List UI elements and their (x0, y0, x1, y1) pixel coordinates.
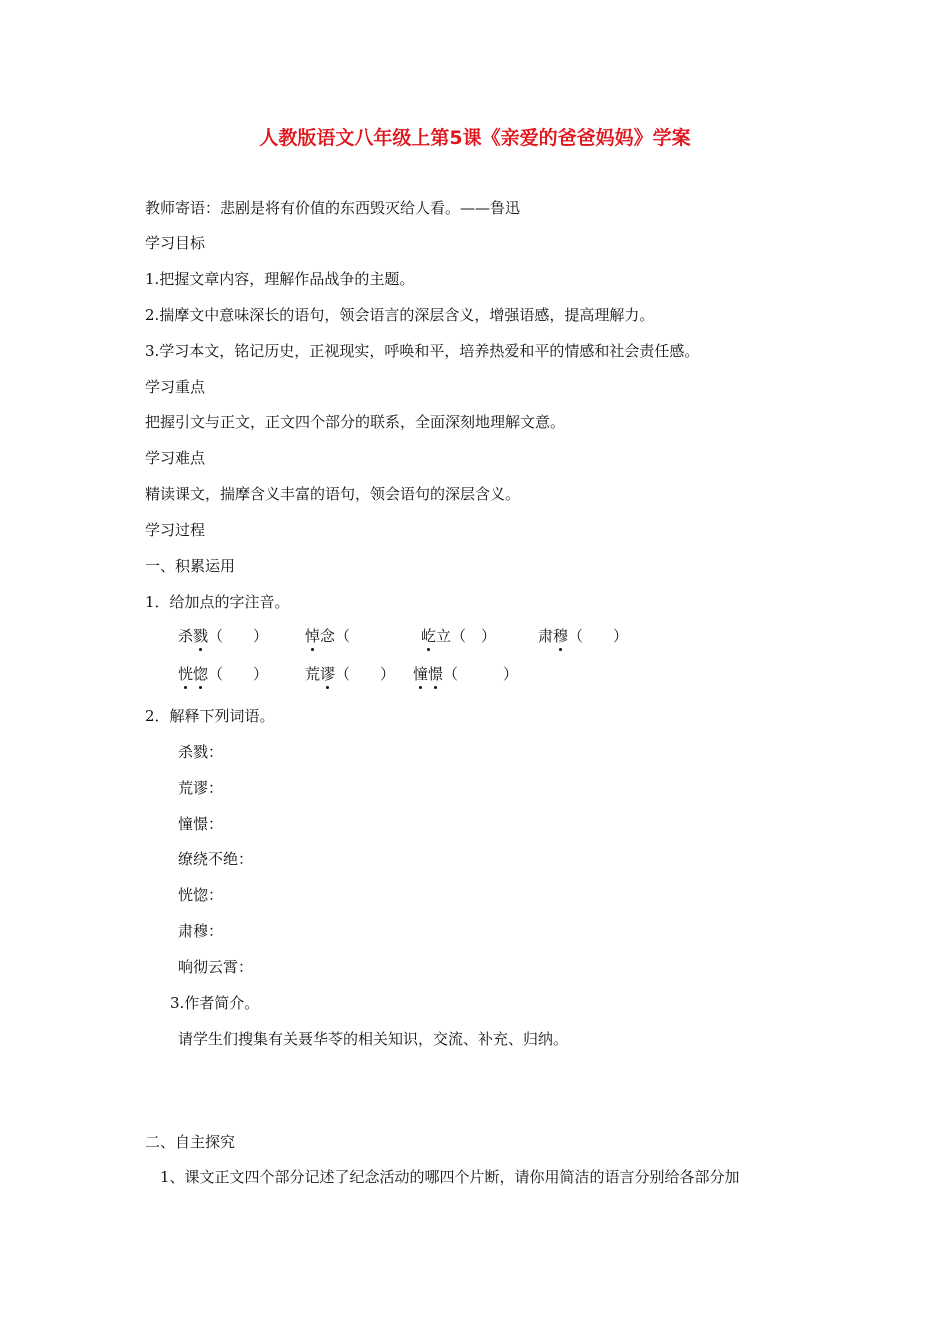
process-heading: 学习过程 (145, 521, 206, 539)
difficulty-heading: 学习难点 (145, 449, 206, 467)
char: 肃 (538, 627, 554, 645)
word-item: 憧憬： (178, 815, 224, 833)
answer-blank: （ (335, 627, 396, 645)
word-item: 杀戮： (178, 743, 224, 761)
pinyin-item (305, 664, 395, 684)
pinyin-item (538, 626, 628, 646)
pinyin-item (178, 626, 268, 646)
answer-blank: （ ） (335, 665, 396, 683)
section-2-heading: 二、自主探究 (145, 1133, 236, 1151)
word-item: 荒谬： (178, 779, 224, 797)
char: 荒 (305, 665, 321, 683)
section-1-heading: 一、积累运用 (145, 557, 236, 575)
char: 立 (436, 627, 452, 645)
key-points-heading: 学习重点 (145, 378, 206, 396)
page-title: 人教版语文八年级上第5课《亲爱的爸爸妈妈》学案 (259, 127, 691, 149)
dotted-char: 戮 (193, 627, 209, 645)
objective-item: 3.学习本文，铭记历史，正视现实，呼唤和平，培养热爱和平的情感和社会责任感。 (145, 342, 700, 360)
question-2: 2．解释下列词语。 (145, 707, 275, 725)
word-item: 肃穆： (178, 922, 224, 940)
answer-blank: （ ） (208, 665, 269, 683)
answer-blank: （ ） (208, 627, 269, 645)
dotted-char: 谬 (320, 665, 336, 683)
pinyin-item (305, 626, 395, 646)
objective-item: 2.揣摩文中意味深长的语句，领会语言的深层含义，增强语感，提高理解力。 (145, 306, 655, 324)
answer-blank: （ ） (451, 627, 497, 645)
question-1: 1．给加点的字注音。 (145, 593, 290, 611)
dotted-char: 恍 (178, 665, 194, 683)
pinyin-item (421, 626, 496, 646)
dotted-char: 悼 (305, 627, 321, 645)
pinyin-item (413, 664, 518, 684)
word-item: 恍惚： (178, 886, 224, 904)
difficulty-text: 精读课文，揣摩含义丰富的语句，领会语句的深层含义。 (145, 485, 521, 503)
key-points-text: 把握引文与正文，正文四个部分的联系，全面深刻地理解文意。 (145, 413, 566, 431)
word-item: 响彻云霄： (178, 958, 254, 976)
pinyin-item (178, 664, 268, 684)
answer-blank: （ ） (568, 627, 629, 645)
dotted-char: 穆 (553, 627, 569, 645)
dotted-char: 憬 (428, 665, 444, 683)
objective-item: 1.把握文章内容，理解作品战争的主题。 (145, 270, 415, 288)
objectives-heading: 学习目标 (145, 234, 206, 252)
char: 杀 (178, 627, 194, 645)
teacher-motto: 教师寄语：悲剧是将有价值的东西毁灭给人看。——鲁迅 (145, 199, 521, 217)
question-3: 3.作者简介。 (170, 994, 260, 1012)
dotted-char: 憧 (413, 665, 429, 683)
section-2-question-1: 1、课文正文四个部分记述了纪念活动的哪四个片断，请你用简洁的语言分别给各部分加 (160, 1168, 740, 1186)
answer-blank: （ ） (443, 665, 519, 683)
char: 念 (320, 627, 336, 645)
dotted-char: 惚 (193, 665, 209, 683)
dotted-char: 屹 (421, 627, 437, 645)
question-3-text: 请学生们搜集有关聂华苓的相关知识，交流、补充、归纳。 (178, 1030, 569, 1048)
word-item: 缭绕不绝： (178, 850, 254, 868)
